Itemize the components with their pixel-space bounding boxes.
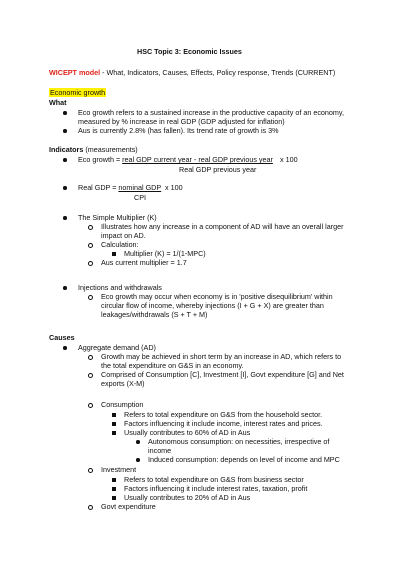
causes-heading: Causes: [49, 333, 75, 342]
formula-prefix: Eco growth =: [78, 155, 123, 164]
real-gdp-times: x 100: [165, 183, 183, 192]
circle-bullet-icon: [88, 261, 93, 266]
investment-item-3: Usually contributes to 20% of AD in Aus: [124, 493, 251, 502]
multiplier-heading: The Simple Multiplier (K): [78, 213, 157, 222]
autonomous-consumption-line-2: income: [148, 446, 172, 455]
circle-bullet-icon: [88, 505, 93, 510]
ad-sub-2-line-1: Comprised of Consumption [C], Investment [I], Govt expenditure [G] and Net: [101, 370, 344, 379]
injections-heading: Injections and withdrawals: [78, 283, 162, 292]
square-bullet-icon: [112, 431, 116, 435]
ad-sub-1-line-1: Growth may be achieved in short term by an increase in AD, which refers to: [101, 352, 342, 361]
multiplier-sub-3: Aus current multiplier = 1.7: [101, 258, 187, 267]
highlighted-heading: Economic growth: [50, 88, 106, 97]
eco-growth-times: x 100: [280, 155, 298, 164]
indicators-heading-bold: Indicators: [49, 145, 84, 154]
circle-bullet-icon: [88, 355, 93, 360]
bullet-icon: [63, 346, 67, 350]
circle-bullet-icon: [88, 295, 93, 300]
circle-bullet-icon: [88, 243, 93, 248]
consumption-heading: Consumption: [101, 400, 144, 409]
injections-line-3: leakages/withdrawals (S + T + M): [101, 310, 208, 319]
square-bullet-icon: [112, 422, 116, 426]
what-bullet-1-line-1: Eco growth refers to a sustained increase in the productive capacity of an economy,: [78, 108, 344, 117]
what-bullet-2: Aus is currently 2.8% (has fallen). Its trend rate of growth is 3%: [78, 126, 279, 135]
bullet-icon: [63, 158, 67, 162]
square-bullet-icon: [112, 496, 116, 500]
model-description: - What, Indicators, Causes, Effects, Policy response, Trends (CURRENT): [100, 68, 336, 77]
injections-line-1: Eco growth may occur when economy is in 'positive disequilibrium' within: [101, 292, 333, 301]
govt-expenditure-heading: Govt expenditure: [101, 502, 156, 511]
circle-bullet-icon: [88, 225, 93, 230]
bullet-icon: [136, 458, 140, 462]
multiplier-calculation: Multiplier (K) = 1/(1-MPC): [124, 249, 206, 258]
multiplier-sub-2: Calculation:: [101, 240, 139, 249]
real-gdp-denominator: CPI: [134, 193, 146, 202]
bullet-icon: [63, 186, 67, 190]
model-line: [49, 68, 335, 77]
circle-bullet-icon: [88, 403, 93, 408]
eco-growth-denominator: Real GDP previous year: [179, 165, 257, 174]
investment-item-2: Factors influencing it include interest rates, taxation, profit: [124, 484, 308, 493]
eco-growth-formula: [78, 155, 273, 164]
bullet-icon: [63, 216, 67, 220]
consumption-item-1: Refers to total expenditure on G&S from the household sector.: [124, 410, 323, 419]
formula-numerator: nominal GDP: [118, 183, 162, 192]
induced-consumption: Induced consumption: depends on level of income and MPC: [148, 455, 340, 464]
page-title: HSC Topic 3: Economic Issues: [137, 47, 242, 56]
real-gdp-formula: [78, 183, 161, 192]
what-heading: What: [49, 98, 67, 107]
square-bullet-icon: [112, 487, 116, 491]
autonomous-consumption-line-1: Autonomous consumption: on necessities, irrespective of: [148, 437, 330, 446]
section-heading-economic-growth: [49, 88, 106, 97]
model-name: WICEPT model: [49, 68, 101, 77]
formula-numerator: real GDP current year - real GDP previous year: [122, 155, 273, 164]
what-bullet-1-line-2: measured by % increase in real GDP (GDP adjusted for inflation): [78, 117, 285, 126]
injections-line-2: circular flow of income, whereby injections (I + G + X) are greater than: [101, 301, 324, 310]
ad-sub-1-line-2: the total expenditure on G&S in an economy.: [101, 361, 244, 370]
ad-sub-2-line-2: exports (X-M): [101, 379, 145, 388]
aggregate-demand: Aggregate demand (AD): [78, 343, 156, 352]
multiplier-sub-1-line-2: impact on AD.: [101, 231, 146, 240]
square-bullet-icon: [112, 252, 116, 256]
circle-bullet-icon: [88, 468, 93, 473]
square-bullet-icon: [112, 478, 116, 482]
investment-item-1: Refers to total expenditure on G&S from business sector: [124, 475, 304, 484]
formula-prefix: Real GDP =: [78, 183, 119, 192]
multiplier-sub-1-line-1: Illustrates how any increase in a component of AD will have an overall larger: [101, 222, 344, 231]
circle-bullet-icon: [88, 373, 93, 378]
indicators-heading: [49, 145, 138, 154]
investment-heading: Investment: [101, 465, 137, 474]
bullet-icon: [136, 440, 140, 444]
consumption-item-2: Factors influencing it include income, interest rates and prices.: [124, 419, 323, 428]
bullet-icon: [63, 129, 67, 133]
bullet-icon: [63, 286, 67, 290]
square-bullet-icon: [112, 413, 116, 417]
indicators-heading-rest: (measurements): [83, 145, 138, 154]
bullet-icon: [63, 111, 67, 115]
consumption-item-3: Usually contributes to 60% of AD in Aus: [124, 428, 251, 437]
